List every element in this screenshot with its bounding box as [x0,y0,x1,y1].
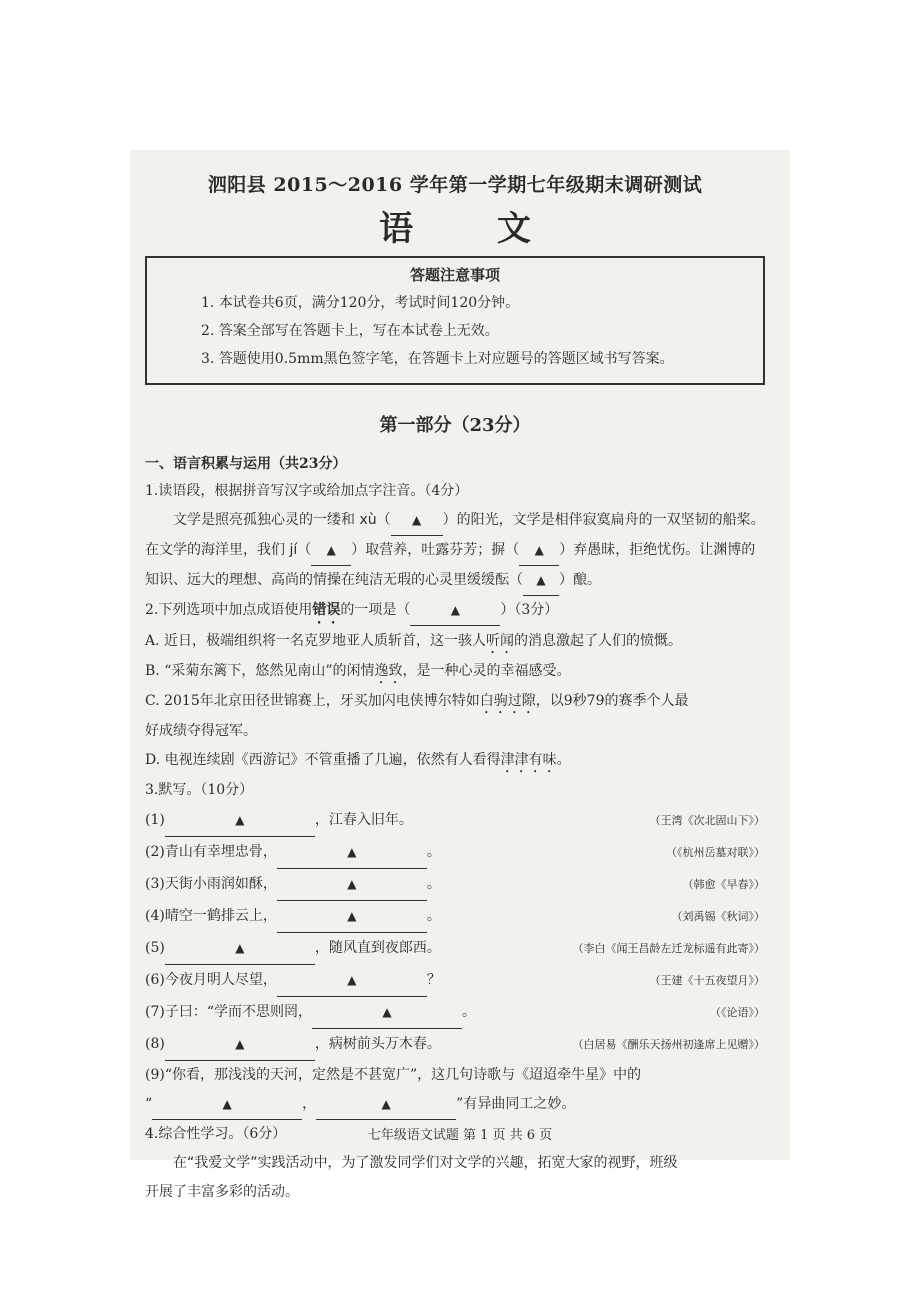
answer-blank [152,1090,302,1120]
page-footer: 七年级语文试题 第 1 页 共 6 页 [367,1128,553,1143]
triangle-marker: ▲ [450,603,460,617]
section-heading: 一、语言积累与运用（共23分） [145,456,347,472]
answer-blank [519,536,559,566]
question-2-stem: 2.下列选项中加点成语使用错误的一项是（ ▲ ）（3分） [145,596,765,627]
source-citation: （刘禹锡《秋词》） [671,910,765,923]
source-citation: （《论语》） [710,1006,765,1019]
question-3-stem: 3.默写。（10分） [145,782,254,798]
question-4-passage-cont: 开展了丰富多彩的活动。 [145,1184,299,1200]
exam-title: 泗阳县 2015～2016 学年第一学期七年级期末调研测试 [207,174,703,196]
answer-blank [316,1090,456,1120]
notice-item: 2. 答案全部写在答题卡上，写在本试卷上无效。 [201,323,499,339]
source-citation: （王建《十五夜望月》） [649,974,765,987]
question-1-stem: 1.读语段，根据拼音写汉字或给加点字注音。（4分） [145,483,469,499]
recite-item-6: (6)今夜月明人尽望， ▲ ？ （王建《十五夜望月》） [145,965,765,997]
option-a: A. 近日，极端组织将一名克罗地亚人质斩首，这一骇人听闻的消息激起了人们的愤慨。 [145,633,683,649]
recite-item-2: (2)青山有幸埋忠骨， ▲ 。 （《杭州岳墓对联》） [145,837,765,869]
triangle-marker: ▲ [411,513,422,527]
answer-blank [277,901,427,933]
recite-item-3: (3)天街小雨润如酥， ▲ 。 （韩愈《早春》） [145,869,765,901]
answer-blank [165,805,315,837]
answer-blank [277,837,427,869]
source-citation: （白居易《酬乐天扬州初逢席上见赠》） [572,1038,765,1051]
answer-blank [391,506,443,536]
triangle-marker: ▲ [326,543,336,557]
option-c: C. 2015年北京田径世锦赛上，牙买加闪电侠博尔特如白驹过隙，以9秒79的赛季个人最 [145,693,689,709]
source-citation: （王湾《次北固山下》） [649,814,765,827]
triangle-marker: ▲ [347,845,357,859]
answer-blank [312,997,462,1029]
recite-item-4: (4)晴空一鹤排云上， ▲ 。 （刘禹锡《秋词》） [145,901,765,933]
triangle-marker: ▲ [534,543,544,557]
option-c-cont: 好成绩夺得冠军。 [145,723,257,739]
triangle-marker: ▲ [381,1097,391,1111]
option-d: D. 电视连续剧《西游记》不管重播了几遍，依然有人看得津津有味。 [145,752,571,768]
question-4-stem: 4.综合性学习。（6分） [145,1126,287,1142]
recite-item-9: (9)“你看，那浅浅的天河，定然是不甚宽广”，这几句诗歌与《迢迢牵牛星》中的 [145,1067,642,1083]
exam-page [145,160,765,1207]
triangle-marker: ▲ [235,813,245,827]
answer-blank [277,965,427,997]
notice-title: 答题注意事项 [409,266,500,284]
triangle-marker: ▲ [347,909,357,923]
question-4-passage: 在“我爱文学”实践活动中，为了激发同学们对文学的兴趣，拓宽大家的视野，班级 [173,1155,678,1171]
recite-item-7: (7)子曰：“学而不思则罔， ▲ 。 （《论语》） [145,997,765,1029]
recite-item-1: (1) ▲ ，江春入旧年。 （王湾《次北固山下》） [145,805,765,837]
answer-blank [277,869,427,901]
part-title: 第一部分（23分） [379,415,531,436]
question-1-passage: 文学是照亮孤独心灵的一缕和 xù（ ▲ ）的阳光，文学是相伴寂寞扁舟的一双坚韧的船桨。在文学的海洋里，我们 jí（ ▲ ）取营养，吐露芬芳；摒（ ▲ ）弃愚昧，拒绝忧伤。让渊博的知识、远大的理想、高尚的情操在纯洁无瑕的心灵里缓缓酝（ ▲ ）酿。 [145,506,765,596]
answer-blank [165,1029,315,1061]
source-citation: （《杭州岳墓对联》） [666,846,765,859]
recite-item-9-cont: “ ▲ ， ▲ ”有异曲同工之妙。 [145,1090,765,1120]
triangle-marker: ▲ [347,973,357,987]
subject-title: 语 文 [379,209,567,249]
triangle-marker: ▲ [235,1037,245,1051]
triangle-marker: ▲ [536,573,546,587]
notice-box [145,256,765,385]
triangle-marker: ▲ [382,1005,392,1019]
recite-item-5: (5) ▲ ，随风直到夜郎西。 （李白《闻王昌龄左迁龙标遥有此寄》） [145,933,765,965]
answer-blank [311,536,351,566]
option-b: B. “采菊东篱下，悠然见南山”的闲情逸致，是一种心灵的幸福感受。 [145,663,571,679]
source-citation: （李白《闻王昌龄左迁龙标遥有此寄》） [572,942,765,955]
triangle-marker: ▲ [235,941,245,955]
triangle-marker: ▲ [347,877,357,891]
answer-blank [410,596,500,626]
notice-item: 3. 答题使用0.5mm黑色签字笔，在答题卡上对应题号的答题区域书写答案。 [201,351,674,367]
answer-blank [523,566,559,596]
notice-item: 1. 本试卷共6页，满分120分，考试时间120分钟。 [201,295,520,311]
triangle-marker: ▲ [222,1097,232,1111]
source-citation: （韩愈《早春》） [682,878,765,891]
recite-item-8: (8) ▲ ，病树前头万木春。 （白居易《酬乐天扬州初逢席上见赠》） [145,1029,765,1061]
answer-blank [165,933,315,965]
